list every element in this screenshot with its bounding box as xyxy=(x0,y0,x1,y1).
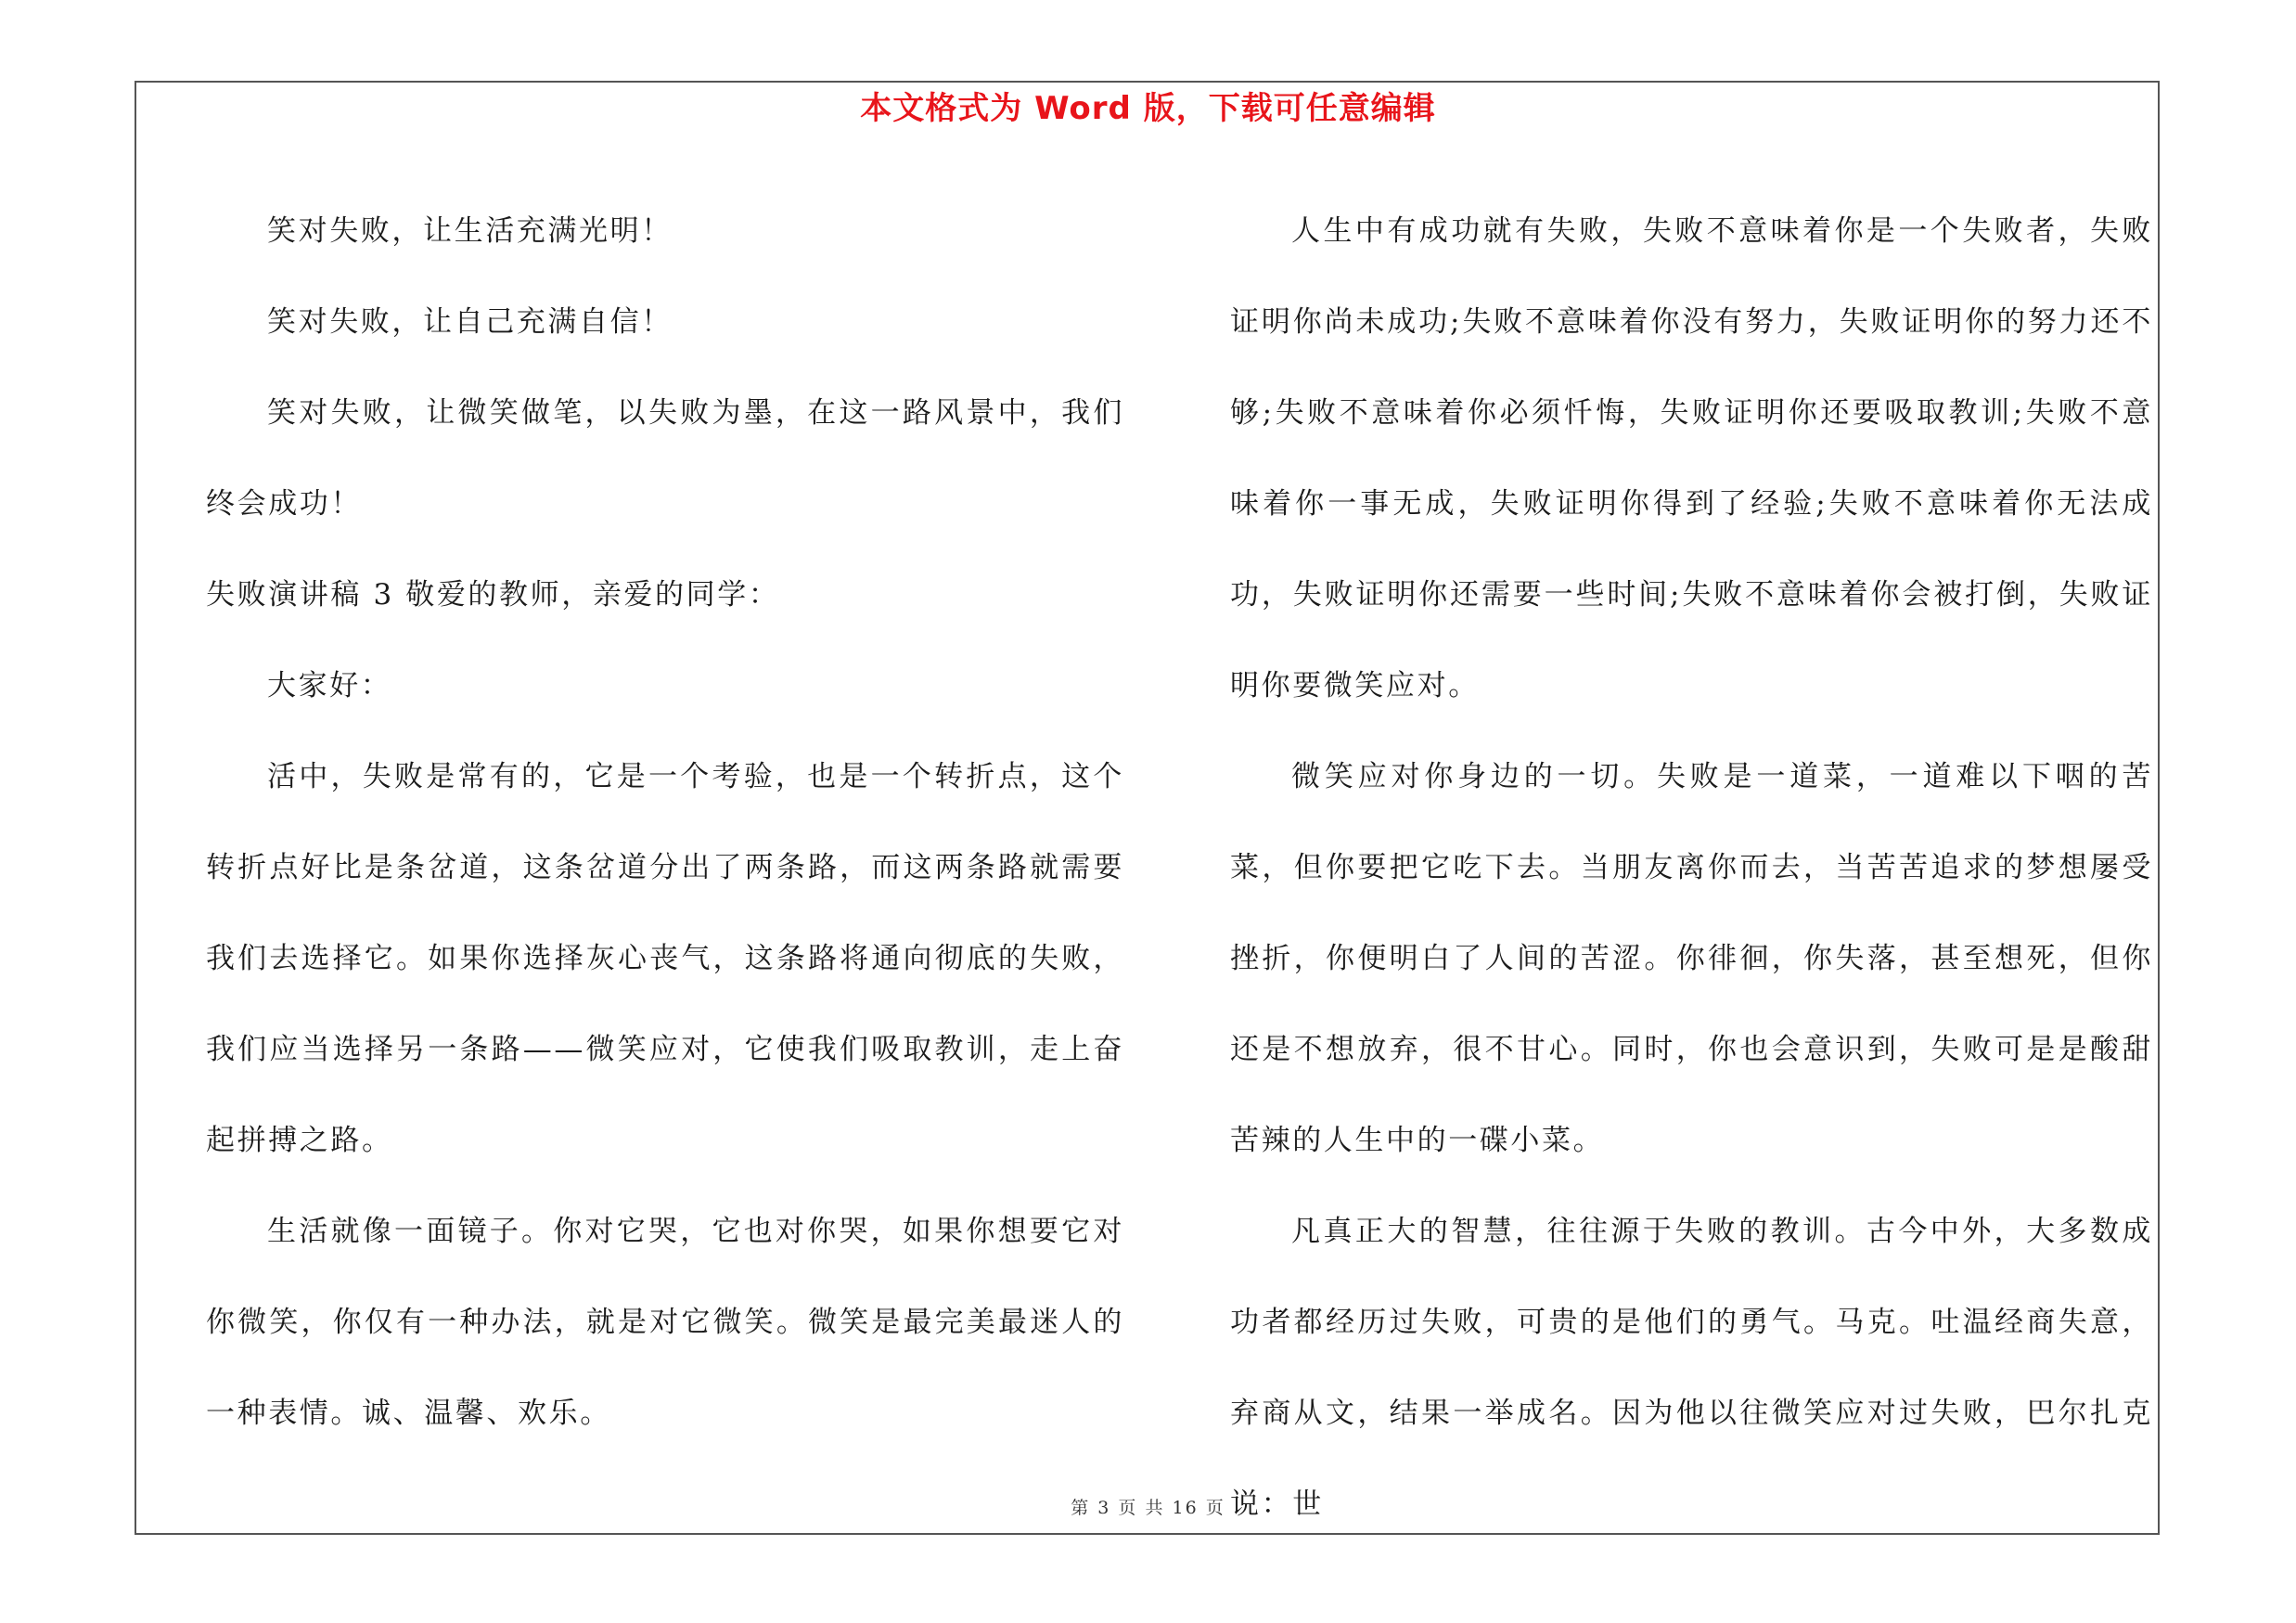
paragraph: 微笑应对你身边的一切。失败是一道菜，一道难以下咽的苦菜，但你要把它吃下去。当朋友离你而去，当苦苦追求的梦想屡受挫折，你便明白了人间的苦涩。你徘徊，你失落，甚至想死，但你还是不想放弃，很不甘心。同时，你也会意识到，失败可是是酸甜苦辣的人生中的一碟小菜。 xyxy=(1230,760,2153,1157)
format-banner: 本文格式为 Word 版，下载可任意编辑 xyxy=(860,90,1436,127)
paragraph: 笑对失败，让自己充满自信！ xyxy=(267,305,673,339)
paragraph: 笑对失败，让微笑做笔，以失败为墨，在这一路风景中，我们终会成功！ xyxy=(206,396,1124,521)
paragraph: 凡真正大的智慧，往往源于失败的教训。古今中外，大多数成功者都经历过失败，可贵的是他们的勇气。马克。吐温经商失意，弃商从文，结果一举成名。因为他以往微笑应对过失败，巴尔扎克说：世 xyxy=(1230,1215,2153,1521)
page-number: 第 3 页 共 16 页 xyxy=(1071,1498,1225,1518)
paragraph: 生活就像一面镜子。你对它哭，它也对你哭，如果你想要它对你微笑，你仅有一种办法，就是对它微笑。微笑是最完美最迷人的一种表情。诚、温馨、欢乐。 xyxy=(206,1215,1124,1430)
paragraph: 笑对失败，让生活充满光明！ xyxy=(267,214,673,248)
paragraph: 活中，失败是常有的，它是一个考验，也是一个转折点，这个转折点好比是条岔道，这条岔道分出了两条路，而这两条路就需要我们去选择它。如果你选择灰心丧气，这条路将通向彻底的失败，我们应当选择另一条路——微笑应对，它使我们吸取教训，走上奋起拼搏之路。 xyxy=(206,760,1124,1157)
paragraph: 人生中有成功就有失败，失败不意味着你是一个失败者，失败证明你尚未成功;失败不意味着你没有努力，失败证明你的努力还不够;失败不意味着你必须忏悔，失败证明你还要吸取教训;失败不意味着你一事无成，失败证明你得到了经验;失败不意味着你无法成功，失败证明你还需要一些时间;失败不意味着你会被打倒，失败证明你要微笑应对。 xyxy=(1230,214,2153,702)
speech-heading: 失败演讲稿 3 敬爱的教师，亲爱的同学： xyxy=(206,578,780,612)
left-column xyxy=(206,186,1124,1459)
right-column xyxy=(1230,186,2153,1550)
greeting: 大家好： xyxy=(267,669,392,702)
